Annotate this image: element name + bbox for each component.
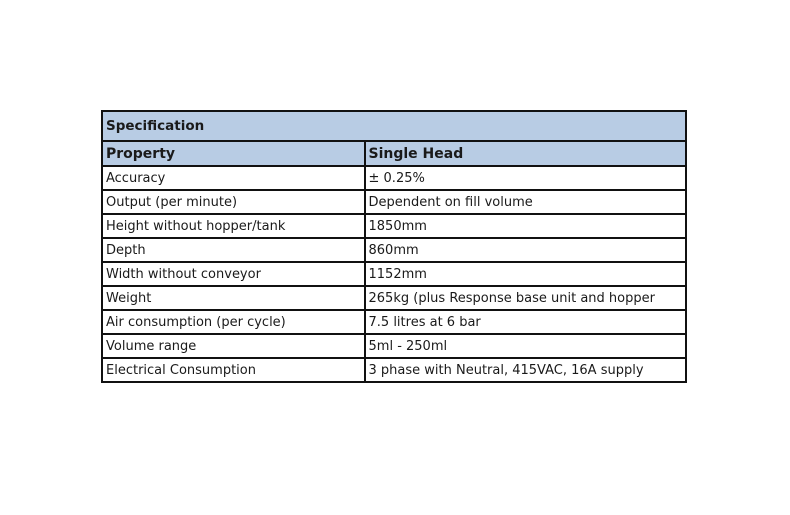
column-header-property: Property xyxy=(102,141,365,166)
value-cell: 5ml - 250ml xyxy=(365,334,686,358)
value-cell: ± 0.25% xyxy=(365,166,686,190)
property-cell: Depth xyxy=(102,238,365,262)
value-cell: 265kg (plus Response base unit and hopper xyxy=(365,286,686,310)
property-cell: Electrical Consumption xyxy=(102,358,365,382)
table-header-row xyxy=(102,141,686,166)
property-cell: Accuracy xyxy=(102,166,365,190)
table-row xyxy=(102,262,686,286)
table-title-row xyxy=(102,111,686,141)
table-row xyxy=(102,190,686,214)
table-row xyxy=(102,334,686,358)
value-cell: 1850mm xyxy=(365,214,686,238)
value-cell: 860mm xyxy=(365,238,686,262)
table-row xyxy=(102,238,686,262)
property-cell: Height without hopper/tank xyxy=(102,214,365,238)
property-cell: Output (per minute) xyxy=(102,190,365,214)
property-cell: Weight xyxy=(102,286,365,310)
value-cell: 7.5 litres at 6 bar xyxy=(365,310,686,334)
table-row xyxy=(102,310,686,334)
property-cell: Volume range xyxy=(102,334,365,358)
property-cell: Air consumption (per cycle) xyxy=(102,310,365,334)
value-cell: Dependent on fill volume xyxy=(365,190,686,214)
table-row xyxy=(102,166,686,190)
column-header-single-head: Single Head xyxy=(365,141,686,166)
value-cell: 1152mm xyxy=(365,262,686,286)
table-row xyxy=(102,358,686,382)
table-row xyxy=(102,214,686,238)
table-row xyxy=(102,286,686,310)
table-title: Specification xyxy=(102,111,686,141)
value-cell: 3 phase with Neutral, 415VAC, 16A supply xyxy=(365,358,686,382)
specification-table xyxy=(101,110,687,383)
property-cell: Width without conveyor xyxy=(102,262,365,286)
